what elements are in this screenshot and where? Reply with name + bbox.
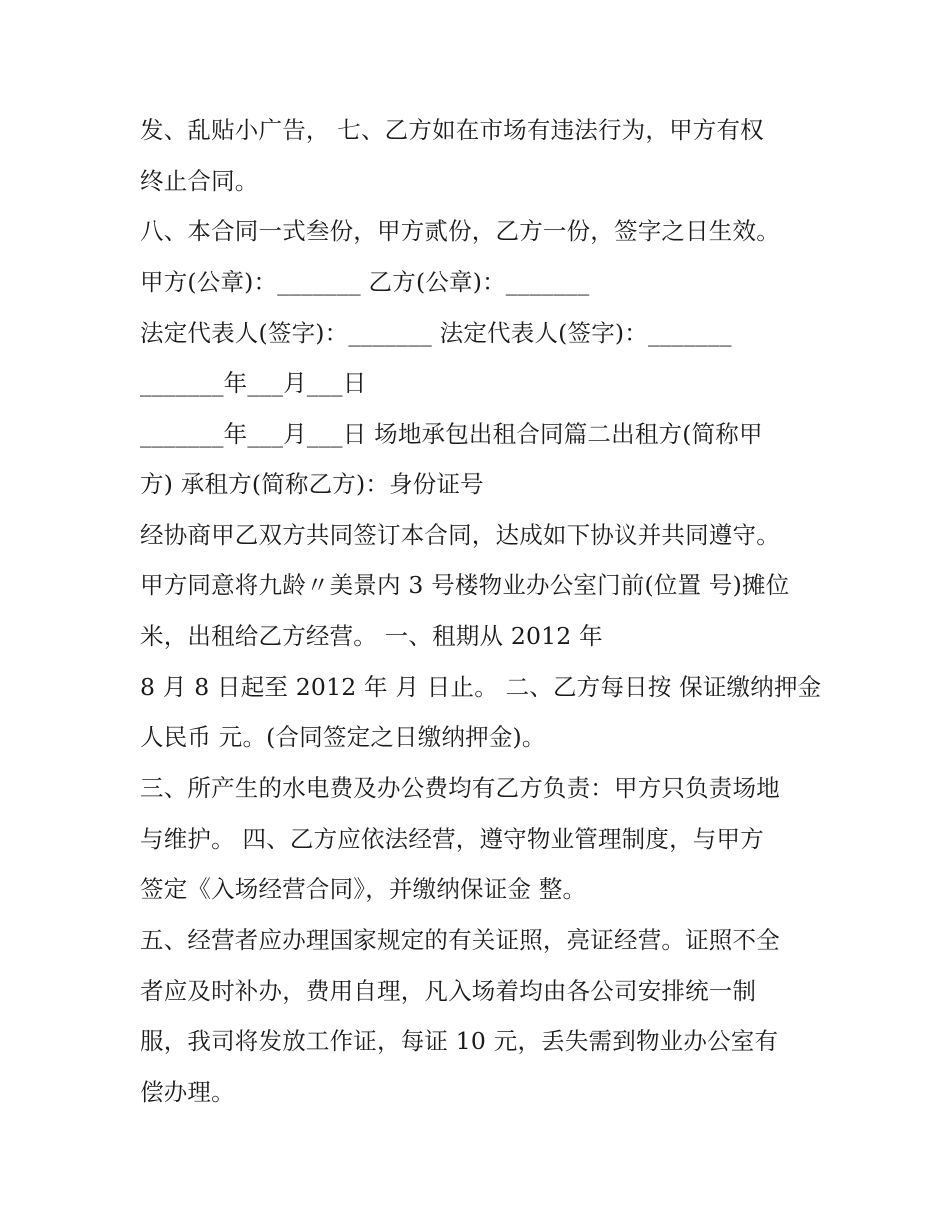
text-line-16: 签定《入场经营合同》，并缴纳保证金 整。 <box>140 875 587 903</box>
text-line-6: _______年___月___日 <box>140 369 367 397</box>
text-line-8: 方) 承租方(简称乙方)：身份证号 <box>140 470 484 498</box>
text-line-5: 法定代表人(签字)：_______ 法定代表人(签字)：_______ <box>140 319 732 347</box>
text-line-18: 者应及时补办，费用自理，凡入场着均由各公司安排统一制 <box>140 977 757 1005</box>
text-line-4: 甲方(公章)：_______ 乙方(公章)：_______ <box>140 268 590 296</box>
text-line-13: 人民币 元。(合同签定之日缴纳押金)。 <box>140 723 546 751</box>
text-line-2: 终止合同。 <box>140 167 259 195</box>
text-line-20: 偿办理。 <box>140 1078 235 1106</box>
text-line-1: 发、乱贴小广告， 七、乙方如在市场有违法行为，甲方有权 <box>140 116 764 144</box>
text-line-17: 五、经营者应办理国家规定的有关证照，亮证经营。证照不全 <box>140 926 780 954</box>
text-line-7: _______年___月___日 场地承包出租合同篇二出租方(简称甲 <box>140 420 763 448</box>
text-line-19: 服，我司将发放工作证，每证 10 元，丢失需到物业办公室有 <box>140 1027 779 1055</box>
text-line-15: 与维护。 四、乙方应依法经营，遵守物业管理制度，与甲方 <box>140 825 764 853</box>
text-line-14: 三、所产生的水电费及办公费均有乙方负责：甲方只负责场地 <box>140 774 780 802</box>
text-line-12: 8 月 8 日起至 2012 年 月 日止。 二、乙方每日按 保证缴纳押金 <box>140 673 822 701</box>
text-line-3: 八、本合同一式叁份，甲方贰份，乙方一份，签字之日生效。 <box>140 217 780 245</box>
text-line-11: 米，出租给乙方经营。 一、租期从 2012 年 <box>140 622 603 650</box>
text-line-10: 甲方同意将九龄〃美景内 3 号楼物业办公室门前(位置 号)摊位 <box>140 571 790 599</box>
text-line-9: 经协商甲乙双方共同签订本合同，达成如下协议并共同遵守。 <box>140 521 780 549</box>
